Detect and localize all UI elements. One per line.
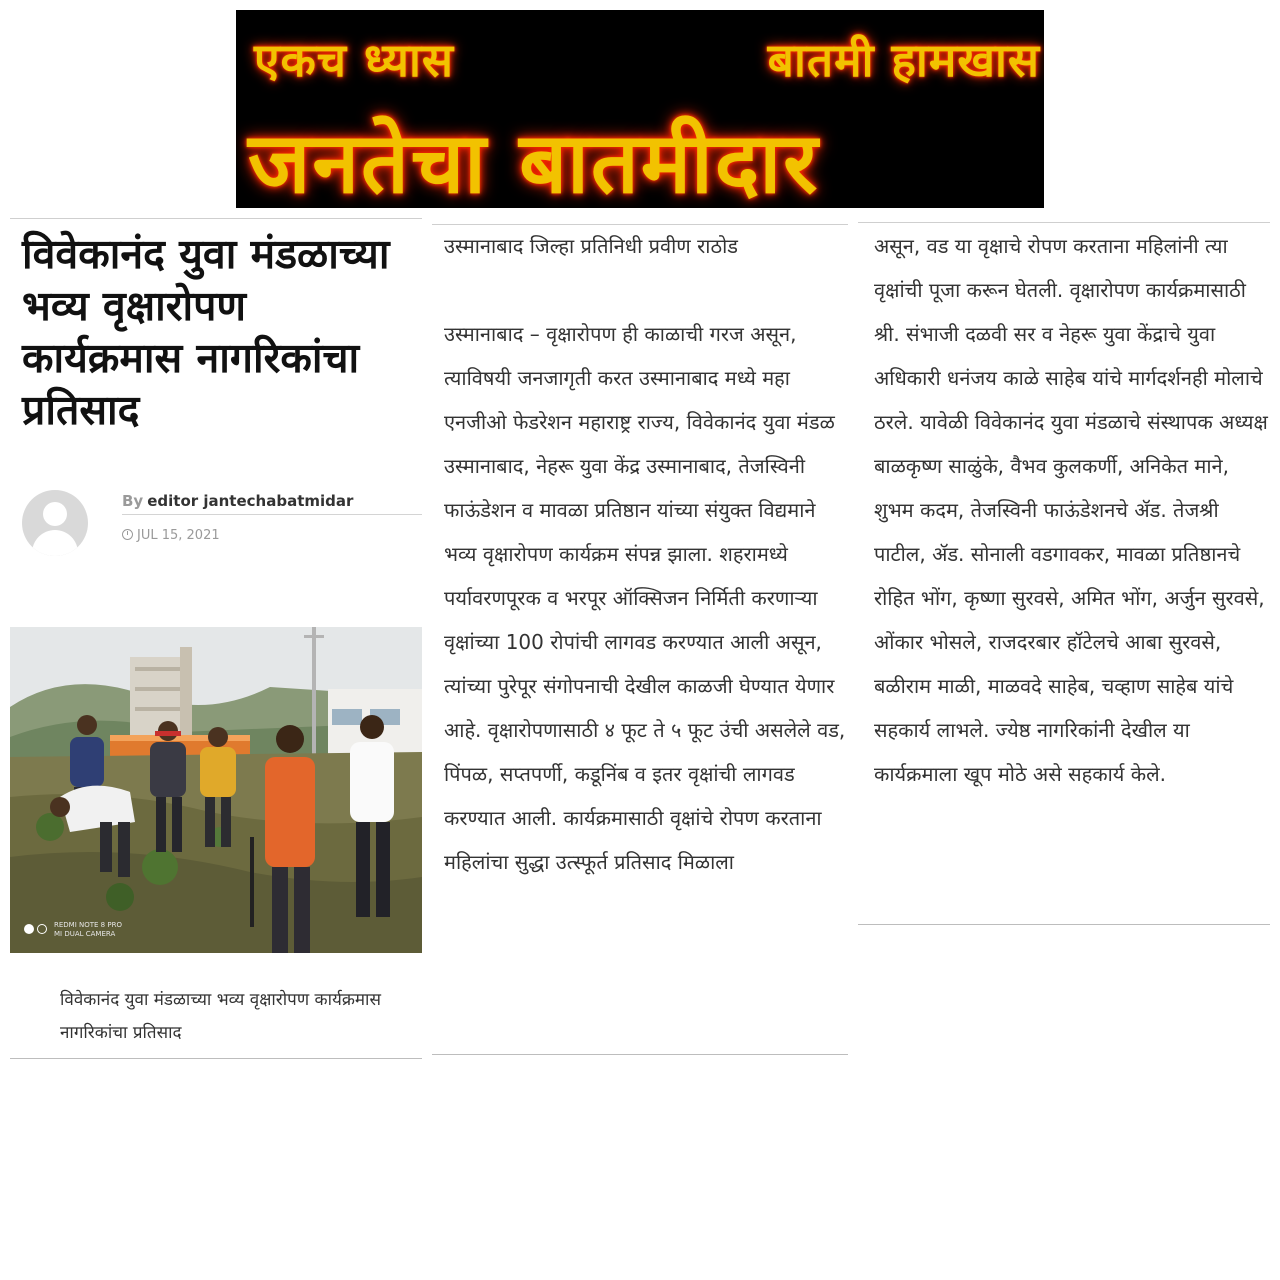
body-paragraph-continued: असून, वड या वृक्षाचे रोपण करताना महिलांनी त्या वृक्षांची पूजा करून घेतली. वृक्षारोपण कार्यक्रमासाठी श्री. संभाजी दळवी सर व नेहरू युवा केंद्राचे युवा अधिकारी धनंजय काळे साहेब यांचे मार्गदर्शनही मोलाचे ठरले. यावेळी विवेकानंद युवा मंडळाचे संस्थापक अध्यक्ष बाळकृष्ण साळुंके, वैभव कुलकर्णी, अनिकेत माने, शुभम कदम, तेजस्विनी फाऊंडेशनचे ॲड. तेजश्री पाटील, ॲड. सोनाली वडगावकर, मावळा प्रतिष्ठानचे रोहित भोंग, कृष्णा सुरवसे, अमित भोंग, अर्जुन सुरवसे, ओंकार भोसले, राजदरबार हॉटेलचे आबा सुरवसे, बळीराम माळी, माळवदे साहेब, चव्हाण साहेब यांचे सहकार्य लाभले. ज्येष्ठ नागरिकांनी देखील या कार्यक्रमाला खूप मोठे असे सहकार्य केले. — [874, 234, 1268, 786]
tree-plantation-photo — [10, 627, 422, 953]
column-divider — [432, 1054, 848, 1055]
user-avatar-icon — [22, 490, 88, 556]
article-body-column-2 — [444, 224, 848, 884]
article-headline: विवेकानंद युवा मंडळाच्या भव्य वृक्षारोपण कार्यक्रमास नागरिकांचा प्रतिसाद — [22, 230, 390, 434]
column-divider — [858, 222, 1270, 223]
article-photo — [10, 627, 422, 953]
body-paragraph: उस्मानाबाद – वृक्षारोपण ही काळाची गरज असून, त्याविषयी जनजागृती करत उस्मानाबाद मध्ये महा एनजीओ फेडरेशन महाराष्ट्र राज्य, विवेकानंद युवा मंडळ उस्मानाबाद, नेहरू युवा केंद्र उस्मानाबाद, तेजस्विनी फाऊंडेशन व मावळा प्रतिष्ठान यांच्या संयुक्त विद्यमाने भव्य वृक्षारोपण कार्यक्रम संपन्न झाला. शहरामध्ये पर्यावरणपूरक व भरपूर ऑक्सिजन निर्मिती करणाऱ्या वृक्षांच्या 100 रोपांची लागवड करण्यात आली असून, त्यांच्या पुरेपूर संगोपनाची देखील काळजी घेण्यात येणार आहे. वृक्षारोपणासाठी ४ फूट ते ५ फूट उंची असलेले वड, पिंपळ, सप्तपर्णी, कडूनिंब व इतर वृक्षांची लागवड करण्यात आली. कार्यक्रमासाठी वृक्षांचे रोपण करताना महिलांचा सुद्धा उत्स्फूर्त प्रतिसाद मिळाला — [444, 322, 846, 874]
column-divider — [10, 1058, 422, 1059]
masthead-tagline-right: बातमी हामखास — [767, 33, 1040, 87]
reporter-line: उस्मानाबाद जिल्हा प्रतिनिधी प्रवीण राठोड — [444, 234, 738, 258]
byline-divider — [122, 514, 422, 515]
column-divider — [10, 218, 422, 219]
masthead-title: जनतेचा बातमीदार — [248, 114, 820, 208]
publish-date — [122, 528, 220, 543]
byline — [122, 492, 353, 510]
photo-caption: विवेकानंद युवा मंडळाच्या भव्य वृक्षारोपण कार्यक्रमास नागरिकांचा प्रतिसाद — [60, 990, 381, 1043]
camera-watermark: REDMI NOTE 8 PRO MI DUAL CAMERA — [54, 921, 122, 938]
article-body-column-3 — [874, 224, 1270, 796]
byline-prefix: By — [122, 492, 144, 510]
masthead-tagline-left: एकच ध्यास — [254, 33, 454, 87]
column-divider — [858, 924, 1270, 925]
masthead-banner — [236, 10, 1044, 208]
author-link[interactable]: editor jantechabatmidar — [147, 492, 354, 510]
carousel-dots[interactable] — [24, 918, 50, 937]
publish-date-text: JUL 15, 2021 — [137, 528, 220, 543]
carousel-dot[interactable] — [24, 924, 34, 934]
carousel-dot[interactable] — [37, 924, 47, 934]
clock-icon — [122, 529, 133, 540]
